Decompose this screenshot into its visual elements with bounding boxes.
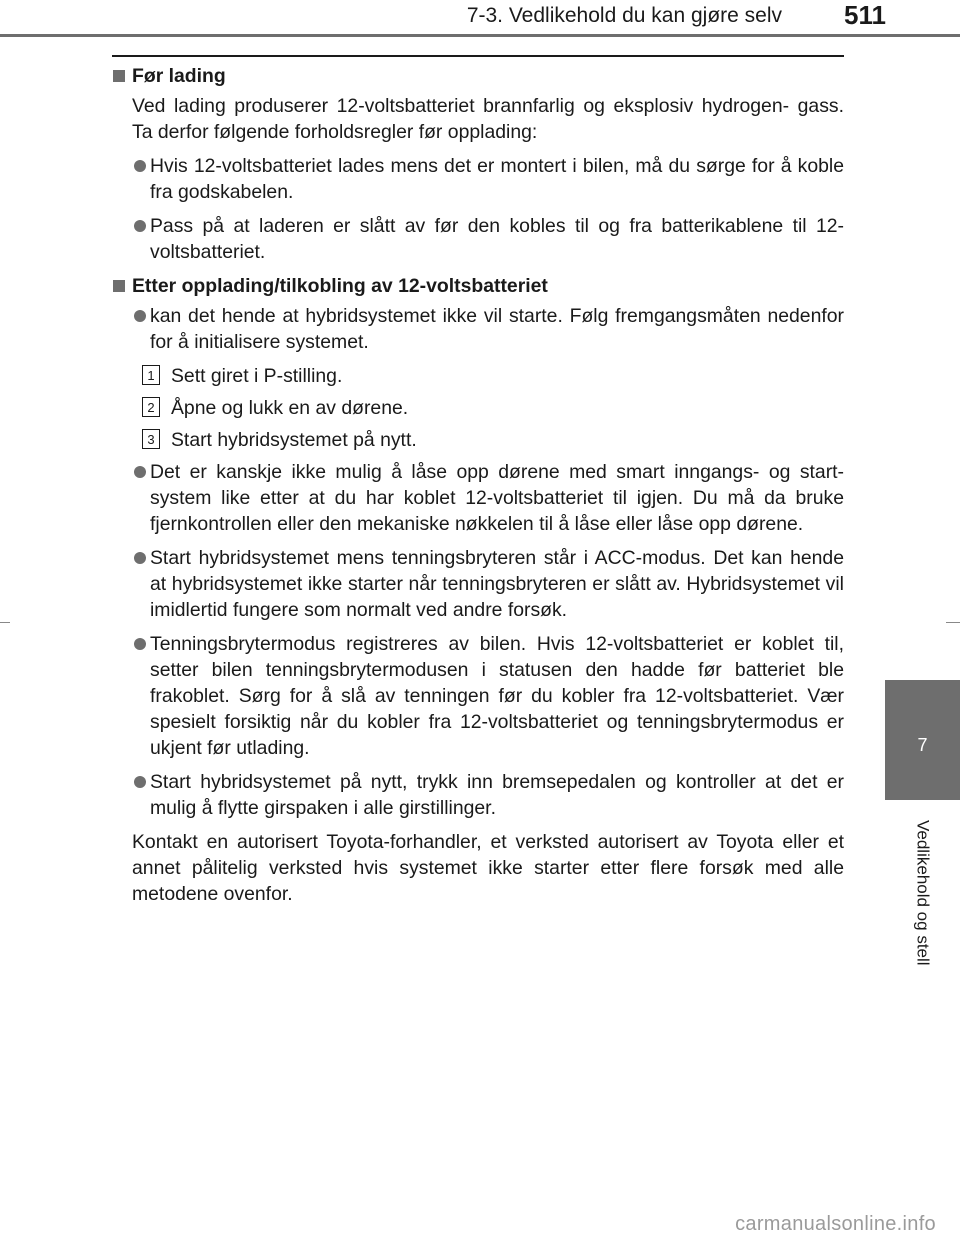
round-bullet-icon [134,638,146,650]
page-content [112,63,844,907]
round-bullet-icon [134,160,146,172]
section-heading [112,273,844,299]
step-text: Start hybridsystemet på nytt. [171,429,417,451]
step-number: 3 [142,429,160,449]
round-bullet-icon [134,310,146,322]
step-item [112,395,844,421]
crop-mark-left [0,622,10,623]
step-item [112,427,844,453]
section-heading-text: Etter opplading/tilkobling av 12-voltsbatteriet [132,275,548,297]
bullet-text: Hvis 12-voltsbatteriet lades mens det er montert i bilen, må du sørge for å koble fra godskabelen. [150,155,844,203]
page-header [0,0,960,36]
bullet-item [112,631,844,761]
bullet-text: Start hybridsystemet på nytt, trykk inn bremsepedalen og kontroller at det er mulig å flytte girspaken i alle girstillinger. [150,771,844,819]
chapter-label-text: Vedlikehold og stell [913,820,933,966]
round-bullet-icon [134,466,146,478]
bullet-item [112,213,844,265]
header-rule [0,34,960,37]
step-number: 2 [142,397,160,417]
square-bullet-icon [113,70,125,82]
section-intro: Ved lading produserer 12-voltsbatteriet brannfarlig og eksplosiv hydrogen- gass. Ta derfor følgende forholdsregler før opplading: [132,95,844,143]
crop-mark-right [946,622,960,623]
bullet-text: Pass på at laderen er slått av før den kobles til og fra batterikablene til 12-voltsbatteriet. [150,215,844,263]
bullet-text: Det er kanskje ikke mulig å låse opp dørene med smart inngangs- og start-system like etter at du har koblet 12-voltsbatteriet til igjen. Du må da bruke fjernkontrollen eller den mekaniske nøkkelen til å låse eller låse opp dørene. [150,461,844,535]
bullet-item [112,153,844,205]
section-heading [112,63,844,89]
square-bullet-icon [113,280,125,292]
round-bullet-icon [134,220,146,232]
page-number: 511 [844,0,886,30]
watermark: carmanualsonline.info [735,1213,936,1235]
step-text: Sett giret i P-stilling. [171,365,343,387]
step-text: Åpne og lukk en av dørene. [171,397,409,419]
content-top-rule [112,55,844,57]
round-bullet-icon [134,552,146,564]
step-item [112,363,844,389]
chapter-tab[interactable] [885,680,960,800]
bullet-text: kan det hende at hybridsystemet ikke vil starte. Følg fremgangsmåten nedenfor for å initialisere systemet. [150,305,844,353]
step-number: 1 [142,365,160,385]
header-section-title: 7-3. Vedlikehold du kan gjøre selv [466,4,782,27]
section-heading-text: Før lading [132,65,226,87]
bullet-item [112,459,844,537]
bullet-text: Tenningsbrytermodus registreres av bilen. Hvis 12-voltsbatteriet er koblet til, setter bilen tenningsbrytermodusen i statusen den hadde før batteriet ble frakoblet. Sørg for å slå av tenningen før du kobler fra 12-voltsbatteriet. Vær spesielt forsiktig når du kobler fra 12-voltsbatteriet og tenningsbrytermodus er ukjent før utlading. [150,633,844,759]
chapter-label [885,800,960,1050]
round-bullet-icon [134,776,146,788]
bullet-item [112,303,844,355]
closing-paragraph: Kontakt en autorisert Toyota-forhandler, et verksted autorisert av Toyota eller et annet pålitelig verksted hvis systemet ikke starter etter flere forsøk med alle metodene ovenfor. [132,831,844,905]
bullet-item [112,545,844,623]
bullet-item [112,769,844,821]
chapter-number: 7 [917,735,928,755]
bullet-text: Start hybridsystemet mens tenningsbryteren står i ACC-modus. Det kan hende at hybridsystemet ikke starter når tenningsbryteren er slått av. Hybridsystemet vil imidlertid fungere som normalt ved andre forsøk. [150,547,844,621]
